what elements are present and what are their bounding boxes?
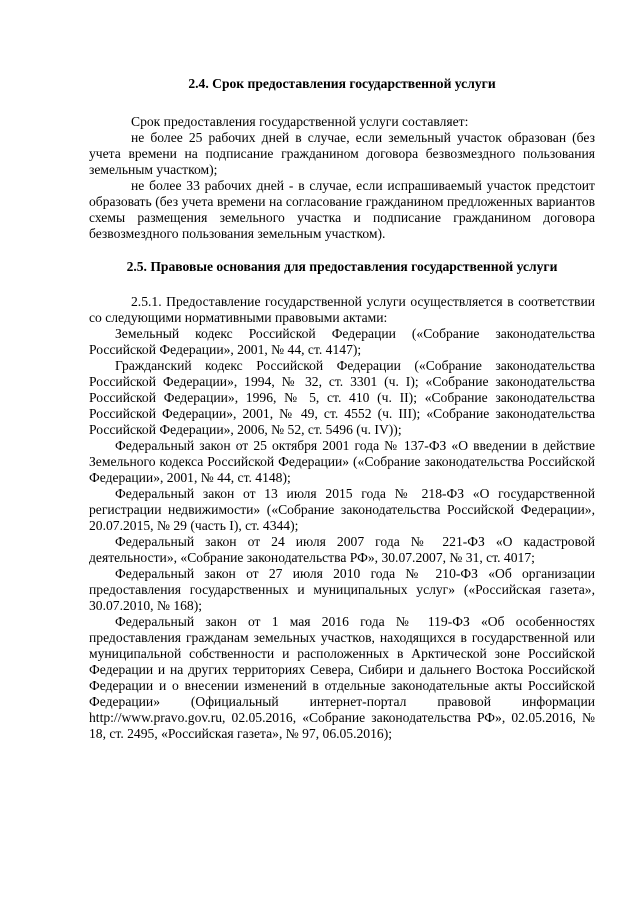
document-page xyxy=(89,76,595,742)
section-2-4-item-1: не более 25 рабочих дней в случае, если земельный участок образован (без учета времени на подписание гражданином договора безвозмездного пользования земельным участком); xyxy=(89,130,595,177)
legal-act-119-fz: Федеральный закон от 1 мая 2016 года № 119-ФЗ «Об особенностях предоставления гражданам земельных участков, находящихся в государственной или муниципальной собственности и расположенных в Арктической зоне Российской Федерации и на других территориях Севера, Сибири и дальнего Востока Российской Федерации и о внесении изменений в отдельные законодательные акты Российской Федерации» (Официальный интернет-портал правовой информации http://www.pravo.gov.ru, 02.05.2016, «Собрание законодательства РФ», 02.05.2016, № 18, ст. 2495, «Российская газета», № 97, 06.05.2016); xyxy=(89,614,595,741)
legal-act-210-fz: Федеральный закон от 27 июля 2010 года № 210-ФЗ «Об организации предоставления государственных и муниципальных услуг» («Российская газета», 30.07.2010, № 168); xyxy=(89,566,595,613)
legal-act-221-fz: Федеральный закон от 24 июля 2007 года № 221-ФЗ «О кадастровой деятельности», «Собрание законодательства РФ», 30.07.2007, № 31, ст. 4017; xyxy=(89,534,595,565)
section-heading-2-4: 2.4. Срок предоставления государственной услуги xyxy=(188,76,496,91)
section-heading-2-5: 2.5. Правовые основания для предоставления государственной услуги xyxy=(126,259,558,274)
section-2-4-item-2: не более 33 рабочих дней - в случае, если испрашиваемый участок предстоит образовать (без учета времени на согласование гражданином предложенных вариантов схемы размещения земельного участка и подписание гражданином договора безвозмездного пользования земельным участком). xyxy=(89,178,595,241)
legal-act-218-fz: Федеральный закон от 13 июля 2015 года № 218-ФЗ «О государственной регистрации недвижимости» («Собрание законодательства Российской Федерации», 20.07.2015, № 29 (часть I), ст. 4344); xyxy=(89,486,595,533)
section-2-5-intro: 2.5.1. Предоставление государственной услуги осуществляется в соответствии со следующими нормативными правовыми актами: xyxy=(89,294,595,325)
legal-act-civil-code: Гражданский кодекс Российской Федерации («Собрание законодательства Российской Федерации», 1994, № 32, ст. 3301 (ч. I); «Собрание законодательства Российской Федерации», 1996, № 5, ст. 410 (ч. II); «Собрание законодательства Российской Федерации», 2001, № 49, ст. 4552 (ч. III); «Собрание законодательства Российской Федерации», 2006, № 52, ст. 5496 (ч. IV)); xyxy=(89,358,595,437)
section-2-4-intro: Срок предоставления государственной услуги составляет: xyxy=(131,114,469,129)
legal-act-land-code: Земельный кодекс Российской Федерации («Собрание законодательства Российской Федерации», 2001, № 44, ст. 4147); xyxy=(89,326,595,357)
legal-act-137-fz: Федеральный закон от 25 октября 2001 года № 137-ФЗ «О введении в действие Земельного кодекса Российской Федерации» («Собрание законодательства Российской Федерации», 2001, № 44, ст. 4148); xyxy=(89,438,595,485)
